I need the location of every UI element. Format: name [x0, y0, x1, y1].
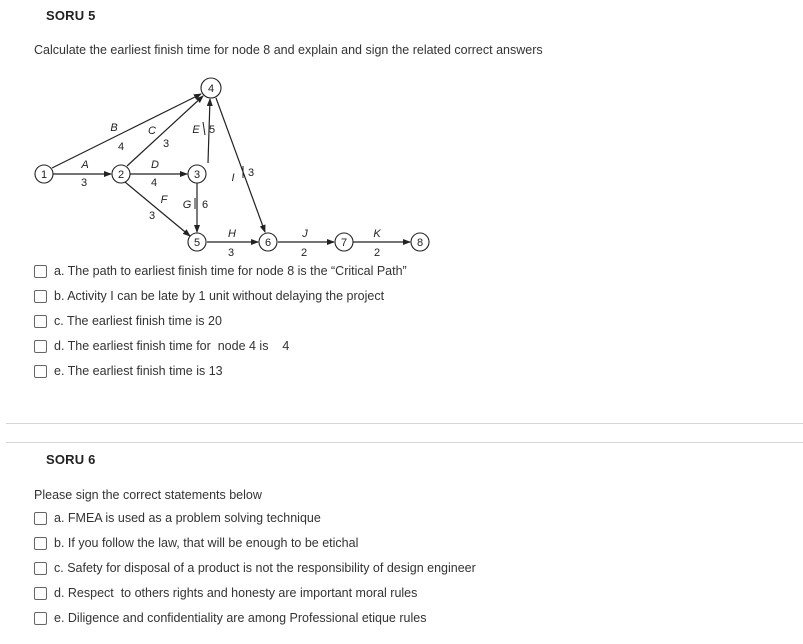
node-8-label: 8	[416, 237, 424, 249]
q6-option-c-label: c. Safety for disposal of a product is not the responsibility of design engineer	[54, 561, 476, 575]
node-1-label: 1	[40, 169, 48, 181]
q6-option-c-checkbox[interactable]	[34, 562, 47, 575]
activity-F-label: F	[160, 194, 168, 206]
q5-option-e[interactable]	[34, 364, 223, 378]
q6-option-e[interactable]	[34, 611, 426, 625]
network-diagram	[0, 70, 460, 260]
node-4-label: 4	[207, 83, 215, 95]
q6-option-d[interactable]	[34, 586, 417, 600]
duration-E: 5	[208, 124, 216, 136]
activity-C-label: C	[148, 125, 156, 137]
duration-G: 6	[201, 199, 209, 211]
q5-option-c-label: c. The earliest finish time is 20	[54, 314, 222, 328]
node-2-label: 2	[117, 169, 125, 181]
duration-H: 3	[227, 247, 235, 259]
node-7-label: 7	[340, 237, 348, 249]
activity-A-label: A	[81, 159, 89, 171]
q6-option-b-label: b. If you follow the law, that will be enough to be etichal	[54, 536, 359, 550]
activity-D-label: D	[151, 159, 159, 171]
q6-option-a-label: a. FMEA is used as a problem solving technique	[54, 511, 321, 525]
q5-option-a[interactable]	[34, 264, 407, 278]
q5-option-a-label: a. The path to earliest finish time for node 8 is the “Critical Path”	[54, 264, 407, 278]
duration-A: 3	[80, 177, 88, 189]
activity-G-label: G	[182, 199, 192, 211]
question-5-title: SORU 5	[46, 8, 96, 23]
q6-option-e-label: e. Diligence and confidentiality are among Professional etique rules	[54, 611, 427, 625]
q6-option-d-checkbox[interactable]	[34, 587, 47, 600]
q5-option-c-checkbox[interactable]	[34, 315, 47, 328]
activity-J-label: J	[302, 228, 308, 240]
node-5-label: 5	[193, 237, 201, 249]
q6-option-b[interactable]	[34, 536, 358, 550]
q6-option-a-checkbox[interactable]	[34, 512, 47, 525]
separator-E	[203, 122, 205, 135]
duration-K: 2	[373, 247, 381, 259]
q6-option-b-checkbox[interactable]	[34, 537, 47, 550]
q5-option-d[interactable]	[34, 339, 289, 353]
q5-option-b[interactable]	[34, 289, 384, 303]
edge-F	[125, 182, 190, 236]
q5-option-d-checkbox[interactable]	[34, 340, 47, 353]
node-3-label: 3	[193, 169, 201, 181]
edge-B	[52, 94, 201, 168]
activity-E-label: E	[192, 124, 200, 136]
q5-option-e-label: e. The earliest finish time is 13	[54, 364, 223, 378]
node-6-label: 6	[264, 237, 272, 249]
q6-option-d-label: d. Respect to others rights and honesty are important moral rules	[54, 586, 418, 600]
q6-option-c[interactable]	[34, 561, 476, 575]
duration-I: 3	[247, 167, 255, 179]
duration-D: 4	[150, 177, 158, 189]
q6-option-a[interactable]	[34, 511, 321, 525]
q5-option-a-checkbox[interactable]	[34, 265, 47, 278]
duration-J: 2	[300, 247, 308, 259]
question-6-prompt: Please sign the correct statements below	[34, 488, 262, 502]
activity-B-label: B	[110, 122, 118, 134]
q5-option-b-label: b. Activity I can be late by 1 unit without delaying the project	[54, 289, 385, 303]
activity-H-label: H	[228, 228, 236, 240]
q5-option-b-checkbox[interactable]	[34, 290, 47, 303]
duration-C: 3	[162, 138, 170, 150]
activity-K-label: K	[373, 228, 381, 240]
q5-option-c[interactable]	[34, 314, 222, 328]
edge-I	[216, 98, 265, 232]
activity-I-label: I	[231, 172, 235, 184]
question-5-prompt: Calculate the earliest finish time for node 8 and explain and sign the related correct answers	[34, 43, 543, 57]
duration-B: 4	[117, 141, 125, 153]
question-6-title: SORU 6	[46, 452, 96, 467]
q5-option-e-checkbox[interactable]	[34, 365, 47, 378]
q6-option-e-checkbox[interactable]	[34, 612, 47, 625]
q5-option-d-label: d. The earliest finish time for node 4 is 4	[54, 339, 290, 353]
duration-F: 3	[148, 210, 156, 222]
question-divider	[6, 423, 803, 443]
